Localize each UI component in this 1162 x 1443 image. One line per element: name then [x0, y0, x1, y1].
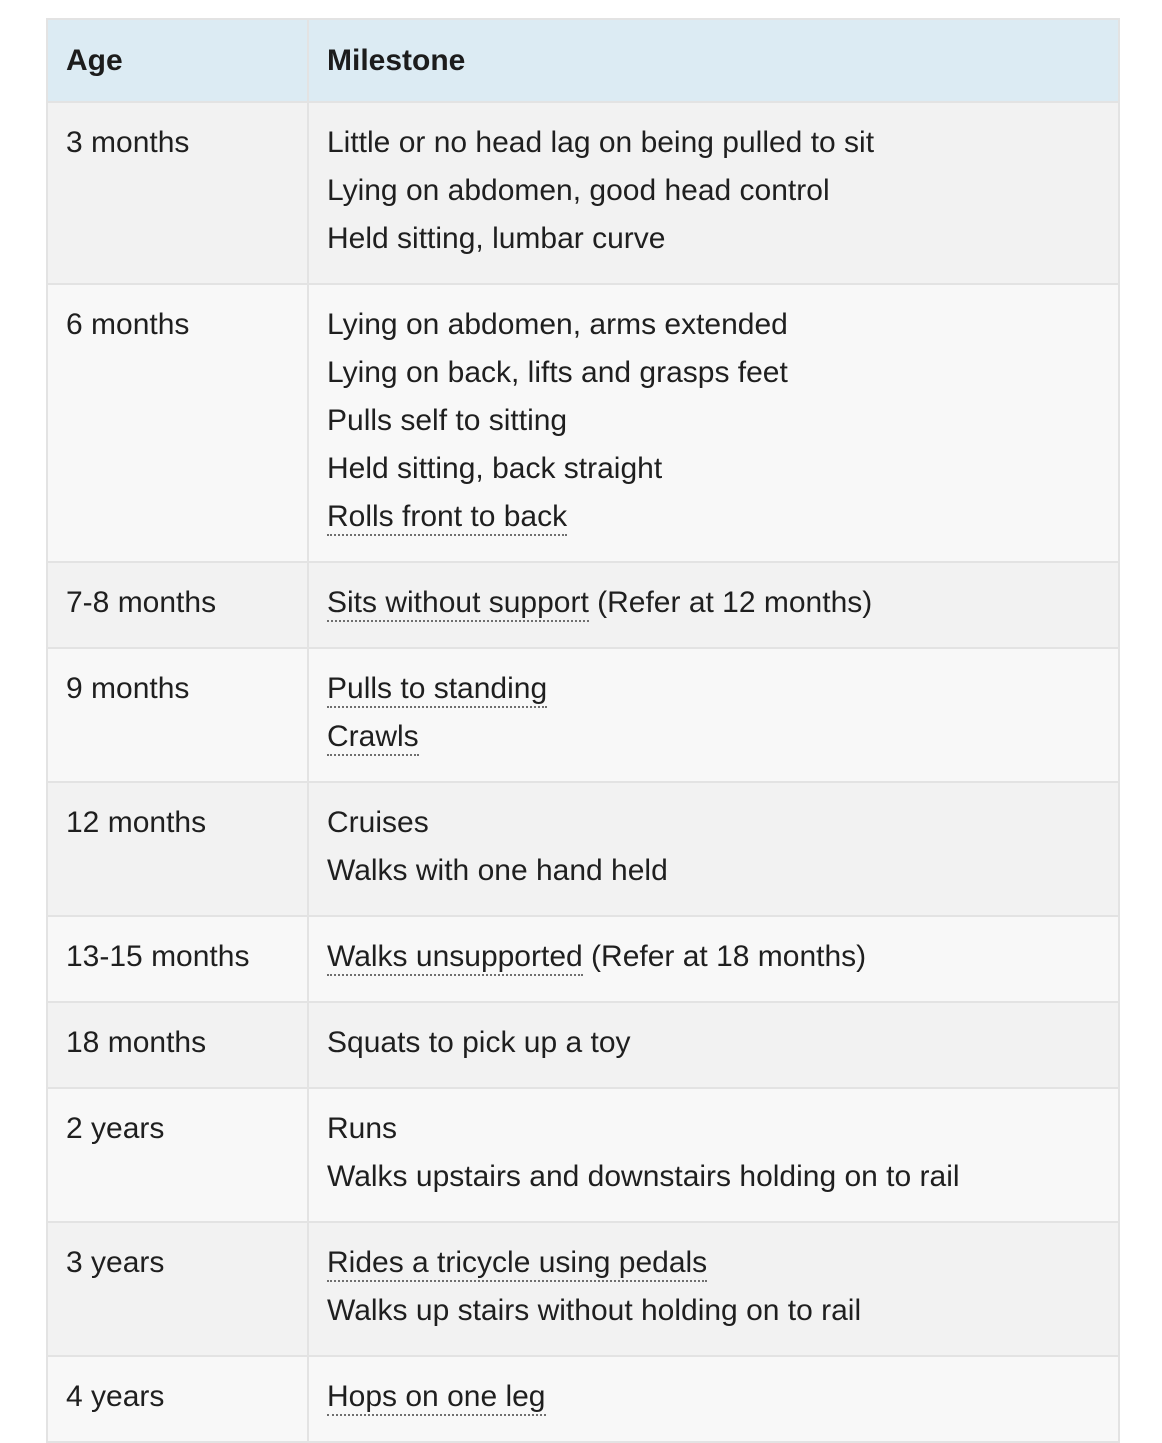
milestone-item	[327, 397, 1100, 445]
milestone-glossary-link[interactable]: Rides a tricycle using pedals	[327, 1246, 707, 1282]
milestone-glossary-link[interactable]: Crawls	[327, 720, 419, 756]
milestone-text: Pulls self to sitting	[327, 404, 568, 437]
milestone-text: Walks upstairs and downstairs holding on to rail	[327, 1160, 960, 1193]
table-row	[47, 284, 1119, 562]
age-cell	[47, 916, 308, 1002]
milestone-item	[327, 119, 1100, 167]
age-cell	[47, 1222, 308, 1356]
milestone-text: Lying on back, lifts and grasps feet	[327, 356, 788, 389]
age-cell	[47, 648, 308, 782]
milestone-item	[327, 579, 1100, 627]
age-cell	[47, 1088, 308, 1222]
table-row	[47, 1088, 1119, 1222]
milestone-item	[327, 215, 1100, 263]
milestone-item	[327, 445, 1100, 493]
age-cell	[47, 1356, 308, 1442]
milestone-cell	[308, 1002, 1119, 1088]
milestone-item	[327, 1019, 1100, 1067]
milestone-text: Held sitting, back straight	[327, 452, 663, 485]
milestone-text: Runs	[327, 1112, 398, 1145]
milestone-glossary-link[interactable]: Sits without support	[327, 586, 589, 622]
milestone-cell	[308, 284, 1119, 562]
table-row	[47, 648, 1119, 782]
table-row	[47, 1002, 1119, 1088]
age-value: 2 years	[66, 1112, 165, 1145]
milestone-text: Little or no head lag on being pulled to sit	[327, 126, 875, 159]
table-body	[47, 102, 1119, 1442]
milestone-item	[327, 799, 1100, 847]
age-value: 3 months	[66, 126, 190, 159]
milestone-cell	[308, 102, 1119, 284]
age-cell	[47, 284, 308, 562]
milestone-item	[327, 349, 1100, 397]
milestone-cell	[308, 562, 1119, 648]
milestone-item	[327, 1105, 1100, 1153]
milestone-text: Held sitting, lumbar curve	[327, 222, 666, 255]
milestones-table	[46, 18, 1120, 1443]
milestone-cell	[308, 782, 1119, 916]
milestone-item	[327, 1239, 1100, 1287]
milestone-item	[327, 665, 1100, 713]
milestone-text: Cruises	[327, 806, 429, 839]
age-value: 9 months	[66, 672, 190, 705]
age-cell	[47, 102, 308, 284]
milestone-cell	[308, 648, 1119, 782]
milestone-cell	[308, 916, 1119, 1002]
milestone-glossary-link[interactable]: Pulls to standing	[327, 672, 547, 708]
table-row	[47, 562, 1119, 648]
table-row	[47, 1222, 1119, 1356]
table-row	[47, 102, 1119, 284]
referral-note: (Refer at 18 months)	[582, 940, 867, 973]
milestone-cell	[308, 1088, 1119, 1222]
milestone-item	[327, 493, 1100, 541]
milestone-glossary-link[interactable]: Hops on one leg	[327, 1380, 546, 1416]
age-value: 13-15 months	[66, 940, 250, 973]
milestone-text: Walks with one hand held	[327, 854, 668, 887]
milestone-text: Walks up stairs without holding on to rail	[327, 1294, 862, 1327]
milestone-text: Lying on abdomen, good head control	[327, 174, 830, 207]
age-value: 18 months	[66, 1026, 207, 1059]
table-row	[47, 1356, 1119, 1442]
milestone-item	[327, 847, 1100, 895]
milestone-item	[327, 1373, 1100, 1421]
milestone-item	[327, 1287, 1100, 1335]
age-value: 12 months	[66, 806, 207, 839]
table-row	[47, 782, 1119, 916]
milestone-glossary-link[interactable]: Rolls front to back	[327, 500, 567, 536]
age-column-header: Age	[47, 19, 308, 102]
table-row	[47, 916, 1119, 1002]
milestone-text: Squats to pick up a toy	[327, 1026, 631, 1059]
table-header-row	[47, 19, 1119, 102]
milestone-item	[327, 933, 1100, 981]
milestone-item	[327, 713, 1100, 761]
age-value: 6 months	[66, 308, 190, 341]
age-cell	[47, 1002, 308, 1088]
age-cell	[47, 562, 308, 648]
milestone-glossary-link[interactable]: Walks unsupported	[327, 940, 583, 976]
milestone-cell	[308, 1222, 1119, 1356]
age-cell	[47, 782, 308, 916]
age-value: 4 years	[66, 1380, 165, 1413]
age-value: 3 years	[66, 1246, 165, 1279]
milestone-column-header: Milestone	[308, 19, 1119, 102]
milestone-item	[327, 167, 1100, 215]
milestone-item	[327, 301, 1100, 349]
age-value: 7-8 months	[66, 586, 217, 619]
milestone-text: Lying on abdomen, arms extended	[327, 308, 788, 341]
referral-note: (Refer at 12 months)	[588, 586, 873, 619]
milestones-table-container	[46, 18, 1118, 1443]
milestone-item	[327, 1153, 1100, 1201]
milestone-cell	[308, 1356, 1119, 1442]
